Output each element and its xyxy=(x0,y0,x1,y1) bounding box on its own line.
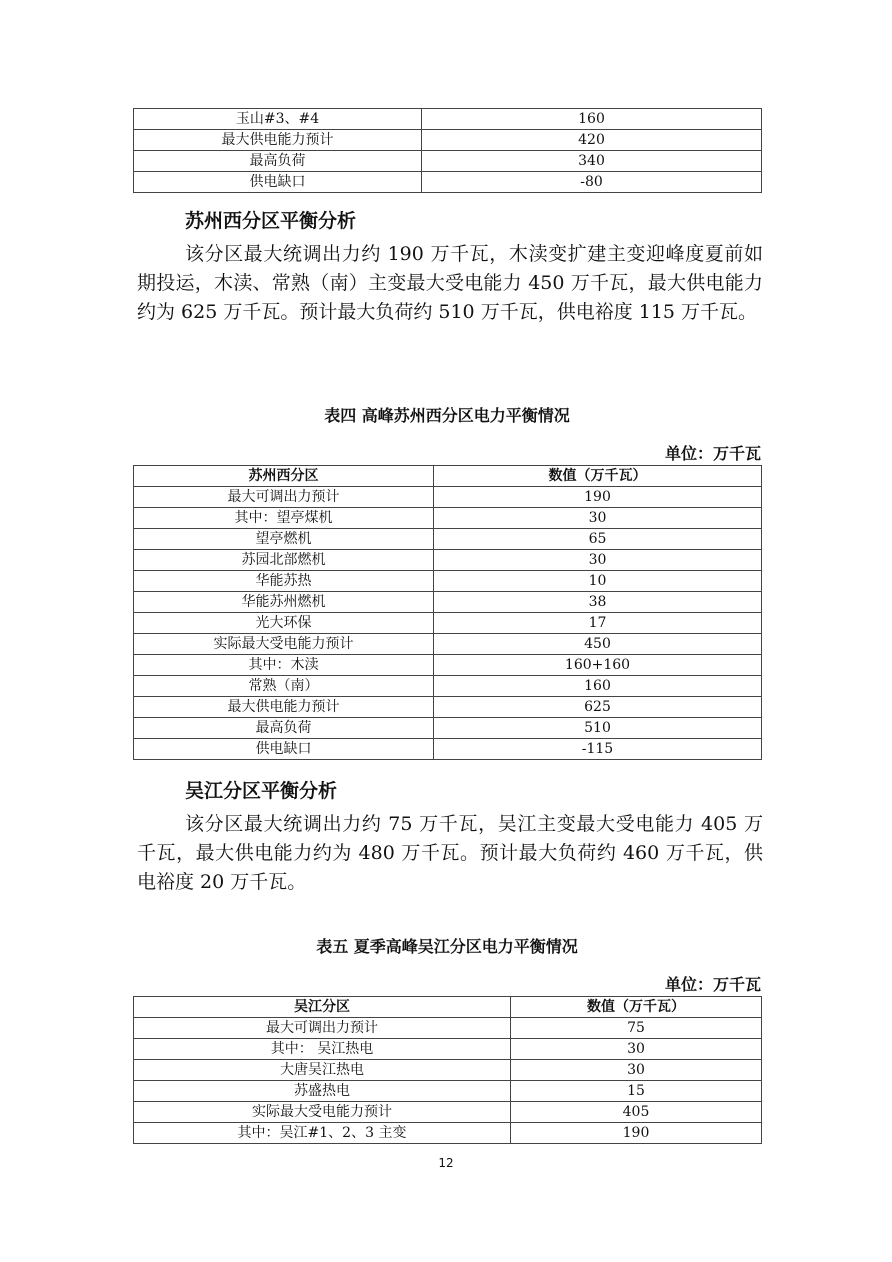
row-label-cell: 苏盛热电 xyxy=(134,1081,511,1102)
table-row xyxy=(134,172,762,193)
row-label-cell: 其中：木渎 xyxy=(134,655,434,676)
table-row xyxy=(134,1039,762,1060)
value-cell: -80 xyxy=(422,172,762,193)
row-label-cell: 供电缺口 xyxy=(134,739,434,760)
row-label-cell: 望亭燃机 xyxy=(134,529,434,550)
table-row xyxy=(134,1081,762,1102)
table-suzhou-west xyxy=(133,465,762,760)
row-label-cell: 光大环保 xyxy=(134,613,434,634)
value-cell: 190 xyxy=(434,487,762,508)
table-row xyxy=(134,613,762,634)
table-row xyxy=(134,109,762,130)
value-cell: 30 xyxy=(511,1039,762,1060)
table-row xyxy=(134,130,762,151)
value-cell: 65 xyxy=(434,529,762,550)
table-caption-5: 表五 夏季高峰吴江分区电力平衡情况 xyxy=(316,937,578,956)
paragraph-suzhou-west xyxy=(137,240,763,327)
value-cell: 450 xyxy=(434,634,762,655)
value-cell: 420 xyxy=(422,130,762,151)
value-cell: 17 xyxy=(434,613,762,634)
value-cell: 190 xyxy=(511,1123,762,1144)
row-label-cell: 其中：吴江#1、2、3 主变 xyxy=(134,1123,511,1144)
row-label-cell: 华能苏州燃机 xyxy=(134,592,434,613)
table-row xyxy=(134,1123,762,1144)
section-heading-wujiang: 吴江分区平衡分析 xyxy=(185,780,338,802)
table-row xyxy=(134,718,762,739)
table-row xyxy=(134,634,762,655)
value-cell: 30 xyxy=(511,1060,762,1081)
row-label-cell: 玉山#3、#4 xyxy=(134,109,422,130)
table-header-row xyxy=(134,997,762,1018)
table-row xyxy=(134,550,762,571)
column-header: 数值（万千瓦） xyxy=(511,997,762,1018)
paragraph-wujiang xyxy=(137,810,763,897)
row-label-cell: 苏园北部燃机 xyxy=(134,550,434,571)
value-cell: 30 xyxy=(434,550,762,571)
table-unit-4: 单位：万千瓦 xyxy=(664,444,761,463)
value-cell: 30 xyxy=(434,508,762,529)
table-row xyxy=(134,697,762,718)
row-label-cell: 其中： 吴江热电 xyxy=(134,1039,511,1060)
column-header: 苏州西分区 xyxy=(134,466,434,487)
row-label-cell: 最大供电能力预计 xyxy=(134,697,434,718)
table-header-row xyxy=(134,466,762,487)
row-label-cell: 供电缺口 xyxy=(134,172,422,193)
table-row xyxy=(134,529,762,550)
row-label-cell: 最高负荷 xyxy=(134,151,422,172)
table-top-continuation xyxy=(133,108,762,193)
row-label-cell: 实际最大受电能力预计 xyxy=(134,634,434,655)
value-cell: 340 xyxy=(422,151,762,172)
row-label-cell: 最大供电能力预计 xyxy=(134,130,422,151)
value-cell: 160+160 xyxy=(434,655,762,676)
value-cell: 10 xyxy=(434,571,762,592)
column-header: 吴江分区 xyxy=(134,997,511,1018)
row-label-cell: 华能苏热 xyxy=(134,571,434,592)
value-cell: 625 xyxy=(434,697,762,718)
table-row xyxy=(134,1018,762,1039)
section-heading-suzhou-west: 苏州西分区平衡分析 xyxy=(185,210,357,232)
row-label-cell: 最大可调出力预计 xyxy=(134,487,434,508)
paragraph-text: 该分区最大统调出力约 190 万千瓦，木渎变扩建主变迎峰度夏前如期投运，木渎、常熟（南）主变最大受电能力 450 万千瓦，最大供电能力约为 625 万千瓦。预计最大负荷约 510 万千瓦，供电裕度 115 万千瓦。 xyxy=(137,243,763,323)
row-label-cell: 最大可调出力预计 xyxy=(134,1018,511,1039)
row-label-cell: 最高负荷 xyxy=(134,718,434,739)
table-row xyxy=(134,1102,762,1123)
value-cell: 160 xyxy=(434,676,762,697)
value-cell: 510 xyxy=(434,718,762,739)
page-number: 12 xyxy=(438,1156,454,1170)
table-row xyxy=(134,508,762,529)
table-row xyxy=(134,487,762,508)
row-label-cell: 其中：望亭煤机 xyxy=(134,508,434,529)
table-row xyxy=(134,655,762,676)
value-cell: 160 xyxy=(422,109,762,130)
value-cell: 75 xyxy=(511,1018,762,1039)
table-wujiang xyxy=(133,996,762,1144)
value-cell: 405 xyxy=(511,1102,762,1123)
table-row xyxy=(134,151,762,172)
value-cell: 15 xyxy=(511,1081,762,1102)
table-caption-4: 表四 高峰苏州西分区电力平衡情况 xyxy=(324,406,570,425)
row-label-cell: 常熟（南） xyxy=(134,676,434,697)
table-unit-5: 单位：万千瓦 xyxy=(664,975,761,994)
column-header: 数值（万千瓦） xyxy=(434,466,762,487)
value-cell: -115 xyxy=(434,739,762,760)
table-row xyxy=(134,592,762,613)
table-row xyxy=(134,676,762,697)
value-cell: 38 xyxy=(434,592,762,613)
table-row xyxy=(134,1060,762,1081)
table-row xyxy=(134,571,762,592)
row-label-cell: 实际最大受电能力预计 xyxy=(134,1102,511,1123)
row-label-cell: 大唐吴江热电 xyxy=(134,1060,511,1081)
paragraph-text: 该分区最大统调出力约 75 万千瓦，吴江主变最大受电能力 405 万千瓦，最大供电能力约为 480 万千瓦。预计最大负荷约 460 万千瓦，供电裕度 20 万千瓦。 xyxy=(137,813,763,893)
table-row xyxy=(134,739,762,760)
